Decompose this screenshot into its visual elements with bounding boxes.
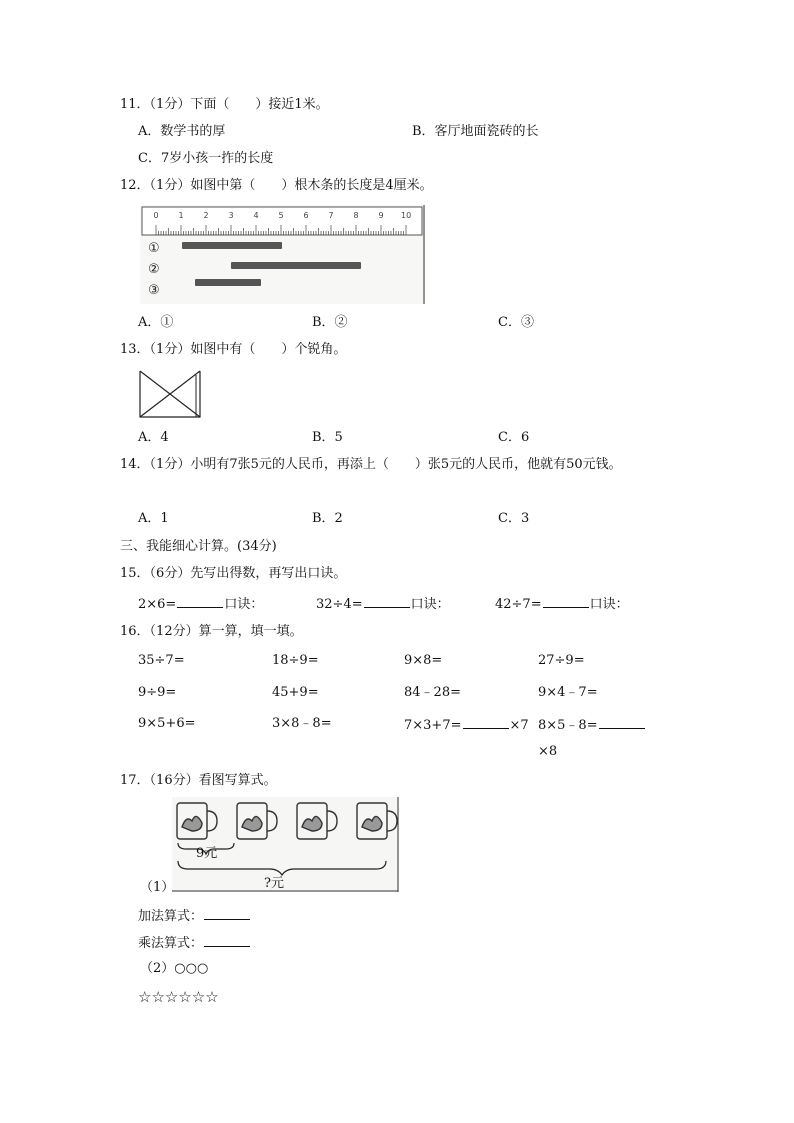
q16-expr: 9÷9= xyxy=(138,685,177,700)
addition-formula: 加法算式： xyxy=(138,907,251,925)
q12-option-b[interactable]: B．② xyxy=(312,315,348,330)
ruler-tick-label: 2 xyxy=(203,211,209,220)
ruler-tick-label: 0 xyxy=(153,211,159,220)
q14-option-a[interactable]: A．1 xyxy=(138,511,169,526)
q11-option-a[interactable]: A．数学书的厚 xyxy=(138,124,226,139)
q15-stem: 15．（6分）先写出得数，再写出口诀。 xyxy=(120,566,347,581)
answer-blank[interactable] xyxy=(364,595,410,608)
answer-blank[interactable] xyxy=(463,716,509,729)
bar-label-3: ③ xyxy=(148,283,160,298)
q13-option-c[interactable]: C．6 xyxy=(498,430,530,445)
price-label: 9元 xyxy=(196,846,218,861)
wood-bar-3 xyxy=(195,279,261,286)
answer-blank[interactable] xyxy=(204,907,250,920)
q13-option-a[interactable]: A．4 xyxy=(138,430,169,445)
total-label: ?元 xyxy=(264,876,284,891)
ruler-tick-label: 7 xyxy=(328,211,334,220)
q16-expr-fill: 7×3+7= ×7 xyxy=(404,718,529,733)
answer-blank[interactable] xyxy=(599,716,645,729)
q17-part1: （1） xyxy=(140,880,175,895)
q14-option-c[interactable]: C．3 xyxy=(498,511,530,526)
ruler-tick-label: 10 xyxy=(401,211,412,220)
q16-expr-tail: ×8 xyxy=(538,744,558,759)
q16-expr: 9×5+6= xyxy=(138,716,196,731)
ruler-tick-label: 3 xyxy=(228,211,234,220)
q16-expr: 9×4﹣7= xyxy=(538,685,598,700)
q17-part2: （2）○○○ xyxy=(140,961,209,976)
q11-stem: 11．（1分）下面（ ）接近1米。 xyxy=(120,97,329,112)
q12-option-a[interactable]: A．① xyxy=(138,315,174,330)
ruler-tick-label: 9 xyxy=(378,211,384,220)
q16-expr: 84﹣28= xyxy=(404,685,461,700)
stars-row: ☆☆☆☆☆☆ xyxy=(138,988,219,1006)
answer-blank[interactable] xyxy=(177,595,223,608)
answer-blank[interactable] xyxy=(204,934,250,947)
q12-option-c[interactable]: C．③ xyxy=(498,315,534,330)
q16-expr: 3×8﹣8= xyxy=(272,716,332,731)
q16-expr: 45+9= xyxy=(272,685,319,700)
ruler-tick-label: 4 xyxy=(253,211,259,220)
q17-stem: 17．（16分）看图写算式。 xyxy=(120,773,277,788)
q15-expr-3: 42÷7= 口诀： xyxy=(495,597,629,612)
q16-expr: 35÷7= xyxy=(138,653,185,668)
bar-label-2: ② xyxy=(148,262,160,277)
q15-expr-2: 32÷4= 口诀： xyxy=(316,597,450,612)
ruler-tick-label: 5 xyxy=(278,211,284,220)
q14-option-b[interactable]: B．2 xyxy=(312,511,343,526)
q15-expr-1: 2×6= 口诀： xyxy=(138,597,264,612)
cups-figure xyxy=(172,797,400,893)
answer-blank[interactable] xyxy=(543,595,589,608)
q14-stem: 14．（1分）小明有7张5元的人民币，再添上（ ）张5元的人民币，他就有50元钱。 xyxy=(120,457,622,472)
q12-stem: 12．（1分）如图中第（ ）根木条的长度是4厘米。 xyxy=(120,178,433,193)
q16-expr-fill: 8×5﹣8= xyxy=(538,716,646,734)
multiplication-formula: 乘法算式： xyxy=(138,934,251,952)
q16-expr: 18÷9= xyxy=(272,653,319,668)
ruler-tick-label: 6 xyxy=(303,211,309,220)
bar-label-1: ① xyxy=(148,241,160,256)
q16-expr: 27÷9= xyxy=(538,653,585,668)
q11-option-b[interactable]: B．客厅地面瓷砖的长 xyxy=(412,124,539,139)
wood-bar-2 xyxy=(231,262,361,269)
wood-bar-1 xyxy=(182,242,282,249)
ruler-tick-label: 1 xyxy=(178,211,184,220)
bowtie-angle-figure xyxy=(138,367,204,421)
q11-option-c[interactable]: C．7岁小孩一拃的长度 xyxy=(138,151,274,166)
q13-stem: 13．（1分）如图中有（ ）个锐角。 xyxy=(120,342,347,357)
q16-stem: 16．（12分）算一算，填一填。 xyxy=(120,624,303,639)
q13-option-b[interactable]: B．5 xyxy=(312,430,343,445)
ruler-tick-label: 8 xyxy=(353,211,359,220)
q16-expr: 9×8= xyxy=(404,653,443,668)
ruler-figure xyxy=(140,205,426,305)
section-title: 三、我能细心计算。(34分) xyxy=(120,539,277,554)
